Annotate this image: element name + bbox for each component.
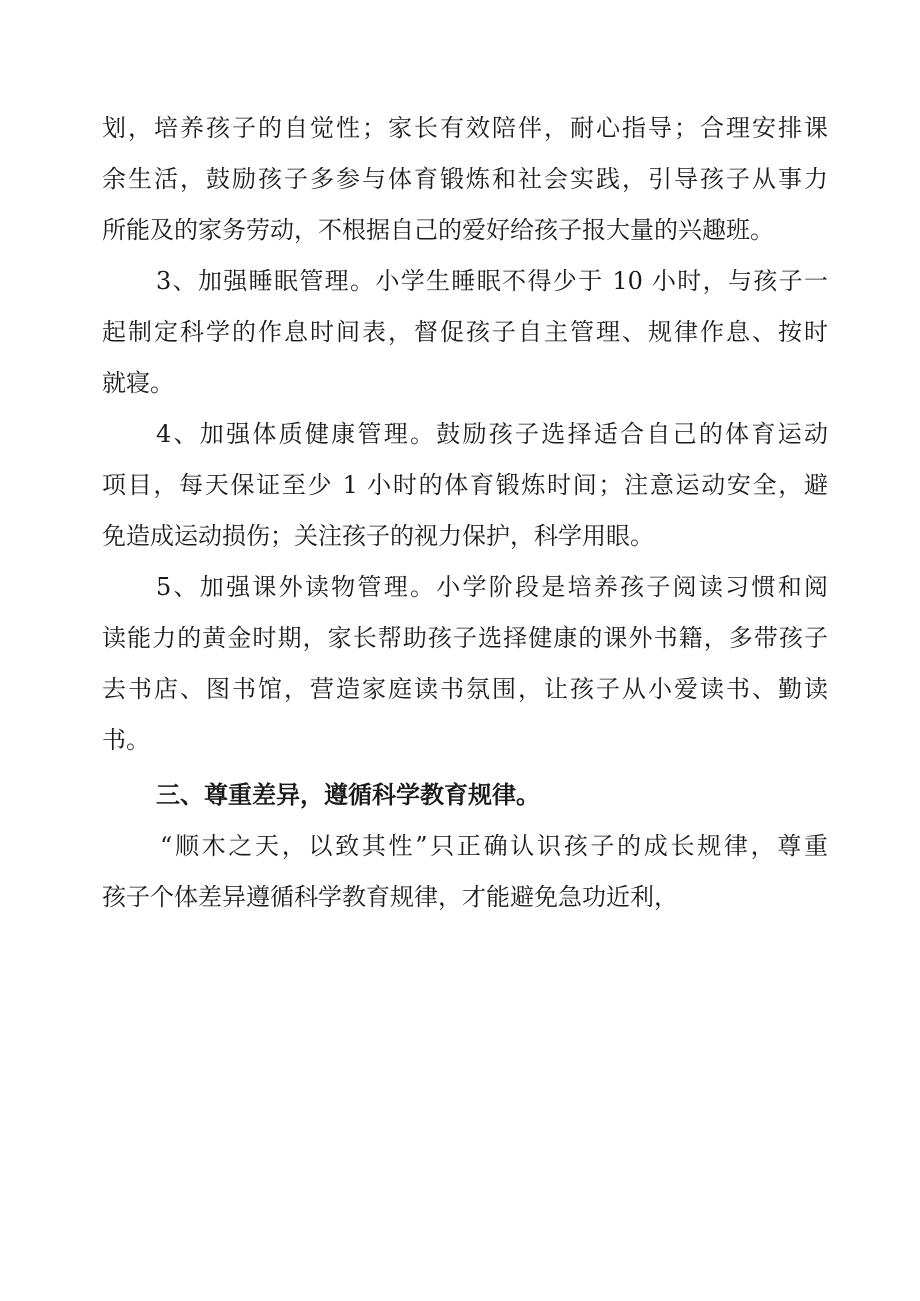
section-heading: 三、尊重差异，遵循科学教育规律。	[156, 781, 540, 809]
paragraph-line: 读能力的黄金时期，家长帮助孩子选择健康的课外书籍，多带孩子	[102, 624, 828, 652]
paragraph-line: 就寝。	[102, 369, 174, 397]
paragraph-line: 划，培养孩子的自觉性；家长有效陪伴，耐心指导；合理安排课	[102, 114, 828, 142]
body-text	[102, 105, 828, 925]
paragraph-line: 3、加强睡眠管理。小学生睡眠不得少于 10 小时，与孩子一	[156, 267, 828, 295]
paragraph-line: 余生活，鼓励孩子多参与体育锻炼和社会实践，引导孩子从事力	[102, 165, 828, 193]
paragraph-line: 去书店、图书馆，营造家庭读书氛围，让孩子从小爱读书、勤读	[102, 675, 828, 703]
paragraph-line: 项目，每天保证至少 1 小时的体育锻炼时间；注意运动安全，避	[102, 471, 828, 499]
paragraph-line: 4、加强体质健康管理。鼓励孩子选择适合自己的体育运动	[156, 420, 828, 448]
paragraph-line: 书。	[102, 726, 150, 754]
paragraph-line: 所能及的家务劳动，不根据自己的爱好给孩子报大量的兴趣班。	[102, 216, 774, 244]
paragraph-line: 5、加强课外读物管理。小学阶段是培养孩子阅读习惯和阅	[156, 573, 828, 601]
paragraph-line: 免造成运动损伤；关注孩子的视力保护，科学用眼。	[102, 522, 654, 550]
paragraph-line: 起制定科学的作息时间表，督促孩子自主管理、规律作息、按时	[102, 318, 828, 346]
paragraph-line: “顺木之天，以致其性”只正确认识孩子的成长规律，尊重	[160, 832, 828, 860]
paragraph-line: 孩子个体差异遵循科学教育规律，才能避免急功近利，	[102, 883, 678, 911]
